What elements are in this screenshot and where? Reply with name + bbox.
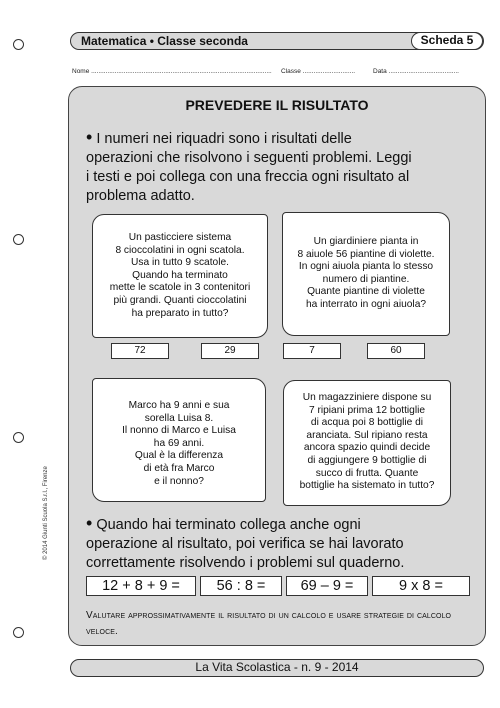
result-box-3: 7 <box>283 343 341 359</box>
learning-goal: Valutare approssimativamente il risultato di un calcolo e usare strategie di calcolo veloce. <box>86 610 452 637</box>
problem-text-3: Marco ha 9 anni e sua sorella Luisa 8. Il nonno di Marco e Luisa ha 69 anni. Qual è la differenza di età fra Marco e il nonno? <box>122 400 236 487</box>
footer-bar <box>70 659 484 677</box>
date-label: Data <box>373 68 387 75</box>
header-bar <box>70 32 484 50</box>
bullet-2: • <box>86 513 93 533</box>
page-title: PREVEDERE IL RISULTATO <box>185 97 369 113</box>
instruction-1-line-2: operazioni che risolvono i seguenti problemi. Leggi <box>86 150 412 166</box>
instruction-1-line-1: • I numeri nei riquadri sono i risultati delle <box>86 127 352 147</box>
instruction-2 <box>86 514 404 573</box>
bullet-1: • <box>86 127 93 147</box>
problem-text-4: Un magazziniere dispone su 7 ripiani prima 12 bottiglie di acqua poi 8 bottiglie di aranciata. Sul ripiano resta ancora spazio quindi decide di aggiungere 9 bottiglie di succo di frutta. Quante bottiglie ha sistemato in tutto? <box>299 392 435 492</box>
result-box-2: 29 <box>201 343 259 359</box>
problem-text-2: Un giardiniere pianta in 8 aiuole 56 piantine di violette. In ogni aiuola pianta lo stesso numero di piantine. Quante piantine di violette ha interrato in ogni aiuola? <box>297 236 435 310</box>
subject-title: Matematica • Classe seconda <box>81 34 248 48</box>
instruction-1 <box>86 128 412 206</box>
date-field-line: Data ....................................... <box>373 68 459 75</box>
result-box-1: 72 <box>111 343 169 359</box>
instruction-1-line-4: problema adatto. <box>86 188 195 204</box>
operation-box-2: 56 : 8 = <box>200 576 282 596</box>
operation-box-1: 12 + 8 + 9 = <box>86 576 196 596</box>
problem-text-1: Un pasticciere sistema 8 cioccolatini in ogni scatola. Usa in tutto 9 scatole. Quando ha terminato mette le scatole in 3 contenitori più grandi. Quanti cioccolatini ha preparato in tutto? <box>109 232 251 319</box>
name-field-line: Nome .................................................................................................... <box>72 68 272 75</box>
binder-hole-4 <box>13 627 24 638</box>
instruction-2-line-3: correttamente risolvendo i problemi sul quaderno. <box>86 555 405 571</box>
operation-box-3: 69 – 9 = <box>286 576 368 596</box>
footer-text: La Vita Scolastica - n. 9 - 2014 <box>195 660 359 674</box>
binder-hole-1 <box>13 39 24 50</box>
class-field-line: Classe ............................. <box>281 68 356 75</box>
worksheet-number: Scheda 5 <box>411 32 483 50</box>
operation-box-4: 9 x 8 = <box>372 576 470 596</box>
class-label: Classe <box>281 68 301 75</box>
binder-hole-2 <box>13 234 24 245</box>
instruction-2-line-2: operazione al risultato, poi verifica se hai lavorato <box>86 536 404 552</box>
instruction-1-line-3: i testi e poi collega con una freccia ogni risultato al <box>86 169 410 185</box>
copyright-text: © 2014 Giunti Scuola S.r.l., Firenze <box>43 466 49 560</box>
instruction-2-line-1: • Quando hai terminato collega anche ogni <box>86 513 361 533</box>
name-label: Nome <box>72 68 90 75</box>
result-box-4: 60 <box>367 343 425 359</box>
binder-hole-3 <box>13 432 24 443</box>
